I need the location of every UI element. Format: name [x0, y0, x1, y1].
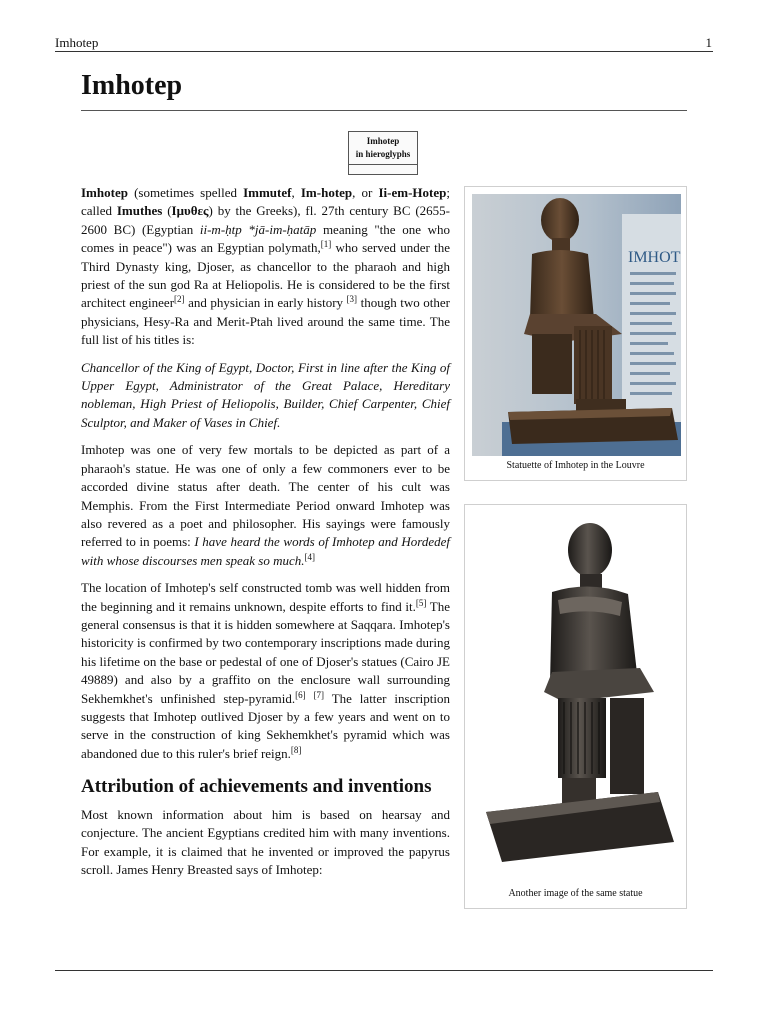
text-span: , [291, 185, 301, 200]
alt-spelling: Im-hotep [300, 185, 353, 200]
footer-rule [55, 970, 713, 971]
sign-text: IMHOT [628, 249, 681, 266]
paragraph-inventions: Most known information about him is based on hearsay and conjecture. The ancient Egyptians credited him with many inventions. For example, it is claimed that he invented or improved the papyrus scroll. James Henry Breasted says of Imhotep: [81, 807, 450, 878]
titles-quote: Chancellor of the King of Egypt, Doctor, First in line after the King of Upper Egypt, Administrator of the Great Palace, Hereditary nobleman, High Priest of Heliopolis, Builder, Chief Carpenter, Chief Sculptor, and Maker of Vases in Chief. [81, 359, 450, 430]
hieroglyph-infobox [348, 131, 418, 175]
citation-link[interactable]: [3] [346, 294, 358, 305]
citation-link[interactable]: [7] [313, 689, 325, 700]
hieroglyph-sublabel: in hieroglyphs [349, 148, 417, 165]
figure-louvre-statuette [464, 186, 687, 481]
figure-caption: Statuette of Imhotep in the Louvre [506, 460, 645, 471]
poem-quote: I have heard the words of Imhotep and Hordedef with whose discourses men speak so much. [81, 534, 450, 568]
alt-spelling: Ii-em-Hotep [378, 185, 447, 200]
figure-statue-second-view [464, 504, 687, 909]
greek-name: Imuthes [116, 203, 163, 219]
text-span: (sometimes spelled [127, 185, 244, 200]
text-span: and physician in early history [184, 295, 347, 311]
section-heading: Attribution of achievements and inventions [81, 776, 432, 797]
alt-spelling: Immutef [243, 185, 292, 200]
paragraph-tomb [81, 579, 450, 763]
text-span: The location of Imhotep's self constructed tomb was well hidden from the beginning and it remains unknown, despite efforts to find it. [81, 580, 450, 614]
article-title: Imhotep [81, 70, 183, 101]
page-number: 1 [705, 35, 712, 50]
text-span [306, 691, 314, 706]
greek-spelling: Ιμυθες [171, 203, 209, 219]
paragraph-statue [81, 441, 450, 570]
paragraph-intro [81, 184, 450, 350]
text-span: The latter inscription suggests that Imhotep outlived Djoser by a few years and went on to serve in the construction of king Sekhemkhet's pyramid which was abandoned due to this ruler's brief reign. [81, 690, 451, 761]
citation-link[interactable]: [8] [290, 744, 302, 755]
statuette-photo [472, 194, 681, 456]
running-header-title: Imhotep [55, 35, 99, 50]
transliteration: ii-m-ḥtp *jā-im-ḥatāp [199, 221, 317, 237]
article-body [81, 184, 450, 772]
text-span: ( [162, 203, 172, 219]
hieroglyph-label: Imhotep [366, 136, 400, 146]
text-span: ) by the Greeks), fl. 27th century BC (2655-2600 BC) (Egyptian [81, 203, 450, 237]
citation-link[interactable]: [4] [304, 551, 316, 562]
section-body [81, 806, 450, 889]
citation-link[interactable]: [1] [320, 239, 332, 250]
header-rule [55, 51, 713, 52]
text-span: meaning "the one who comes in peace") was an Egyptian polymath, [81, 221, 450, 256]
citation-link[interactable]: [6] [295, 689, 306, 700]
text-span: Imhotep was one of very few mortals to be depicted as part of a pharaoh's statue. He was one of only a few commoners ever to be accorded divine status after death. The center of his cult was Memphis. From the First Intermediate Period onward Imhotep was also revered as a poet and philosopher. His sayings were famously referred to in poems: [81, 442, 450, 550]
subject-name: Imhotep [81, 185, 128, 200]
text-span: ; called [81, 185, 450, 219]
title-rule [81, 110, 687, 111]
text-span: The general consensus is that it is hidden somewhere at Saqqara. Imhotep's historicity is confirmed by two contemporary inscriptions made during his lifetime on the base or pedestal of one of Djoser's statues (Cairo JE 49889) and also by a graffito on the enclosure wall surrounding Sekhemkhet's unfinished step-pyramid. [81, 598, 451, 706]
text-span: , or [352, 185, 379, 200]
text-span: though two other physicians, Hesy-Ra and Merit-Ptah lived around the same time. The full list of his titles is: [81, 295, 450, 348]
figure-caption: Another image of the same statue [508, 888, 643, 899]
text-span: who served under the Third Dynasty king, Djoser, as chancellor to the pharaoh and high priest of the sun god Ra at Heliopolis. He is considered to be the first architect engineer [81, 240, 450, 311]
citation-link[interactable]: [2] [174, 294, 185, 305]
statue-photo [472, 512, 681, 882]
citation-link[interactable]: [5] [415, 597, 427, 608]
